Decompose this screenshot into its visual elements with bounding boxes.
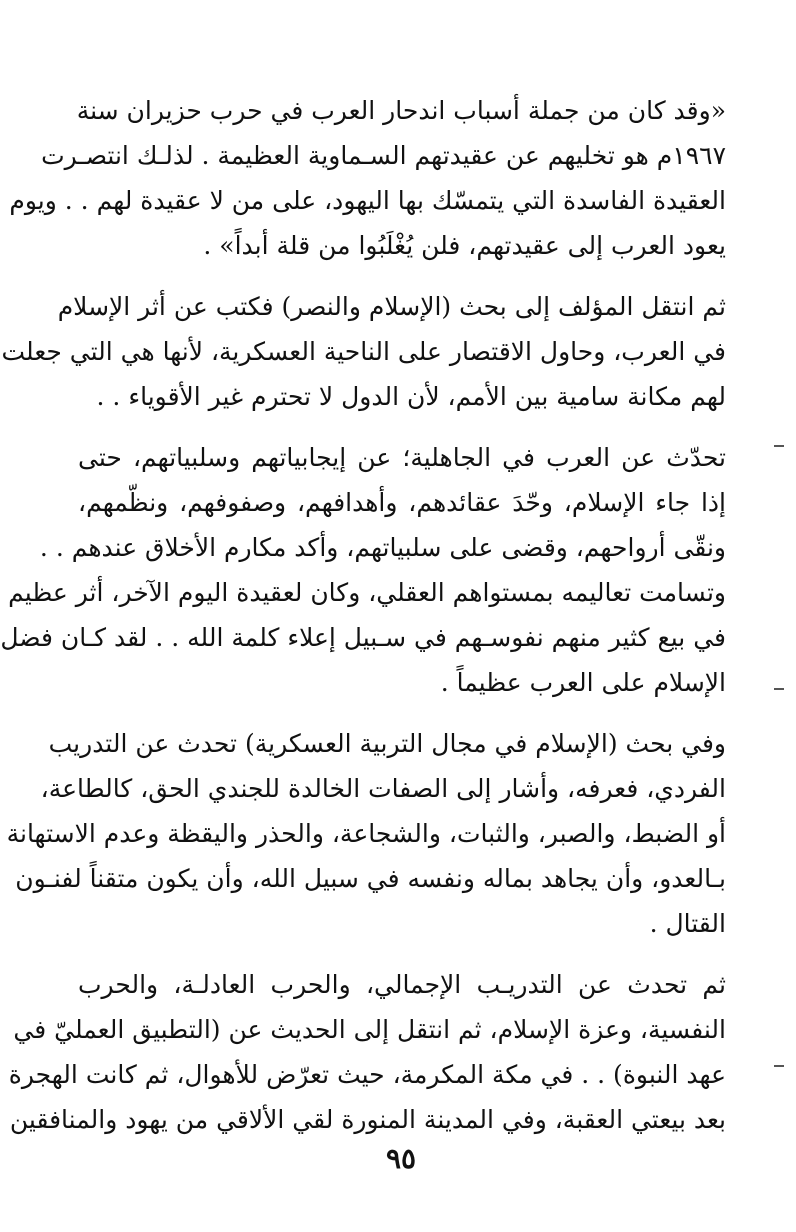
paragraph-5 xyxy=(8,962,726,1142)
paragraph-2 xyxy=(1,284,726,419)
page-number: ٩٥ xyxy=(385,1142,417,1175)
text-line: عهد النبوة) . . في مكة المكرمة، حيث تعرّض للأهوال، ثم كانت الهجرة xyxy=(8,1060,726,1089)
text-line: أو الضبط، والصبر، والثبات، والشجاعة، والحذر واليقظة وعدم الاستهانة xyxy=(6,819,726,848)
paragraph-4 xyxy=(6,721,726,946)
scan-edge-mark xyxy=(774,688,784,690)
text-line: القتال . xyxy=(649,909,726,938)
text-line: «وقد كان من جملة أسباب اندحار العرب في حرب حزيران سنة xyxy=(76,96,726,125)
text-line: الإسلام على العرب عظيماً . xyxy=(440,668,726,697)
text-line: إذا جاء الإسلام، وحّدَ عقائدهم، وأهدافهم، وصفوفهم، ونظّمهم، xyxy=(78,488,726,517)
paragraph-3 xyxy=(0,435,726,705)
page-body xyxy=(0,88,726,1158)
scan-edge-mark xyxy=(774,445,784,447)
text-line: بـالعدو، وأن يجاهد بماله ونفسه في سبيل الله، وأن يكون متقناً لفنـون xyxy=(15,864,726,893)
text-line: وفي بحث (الإسلام في مجال التربية العسكرية) تحدث عن التدريب xyxy=(48,729,726,758)
text-line: ١٩٦٧م هو تخليهم عن عقيدتهم السـماوية العظيمة . لذلـك انتصـرت xyxy=(41,141,726,170)
text-line: ثم تحدث عن التدريـب الإجمالي، والحرب العادلـة، والحرب xyxy=(78,970,726,999)
text-line: الفردي، فعرفه، وأشار إلى الصفات الخالدة للجندي الحق، كالطاعة، xyxy=(40,774,726,803)
text-line: في بيع كثير منهم نفوسـهم في سـبيل إعلاء كلمة الله . . لقد كـان فضل xyxy=(0,623,726,652)
text-line: تحدّث عن العرب في الجاهلية؛ عن إيجابياتهم وسلبياتهم، حتى xyxy=(78,443,726,472)
paragraph-1 xyxy=(9,88,726,268)
text-line: ونقّى أرواحهم، وقضى على سلبياتهم، وأكد مكارم الأخلاق عندهم . . xyxy=(39,533,726,562)
text-line: بعد بيعتي العقبة، وفي المدينة المنورة لقي الألاقي من يهود والمنافقين xyxy=(9,1105,726,1134)
text-line: ثم انتقل المؤلف إلى بحث (الإسلام والنصر) فكتب عن أثر الإسلام xyxy=(57,292,726,321)
text-line: النفسية، وعزة الإسلام، ثم انتقل إلى الحديث عن (التطبيق العمليّ في xyxy=(13,1015,726,1044)
text-line: يعود العرب إلى عقيدتهم، فلن يُغْلَبُوا من قلة أبداً» . xyxy=(203,231,726,260)
text-line: في العرب، وحاول الاقتصار على الناحية العسكرية، لأنها هي التي جعلت xyxy=(1,337,726,366)
scan-edge-mark xyxy=(774,1065,784,1067)
text-line: لهم مكانة سامية بين الأمم، لأن الدول لا تحترم غير الأقوياء . . xyxy=(96,382,726,411)
text-line: العقيدة الفاسدة التي يتمسّك بها اليهود، على من لا عقيدة لهم . . ويوم xyxy=(9,186,726,215)
text-line: وتسامت تعاليمه بمستواهم العقلي، وكان لعقيدة اليوم الآخر، أثر عظيم xyxy=(8,578,726,607)
